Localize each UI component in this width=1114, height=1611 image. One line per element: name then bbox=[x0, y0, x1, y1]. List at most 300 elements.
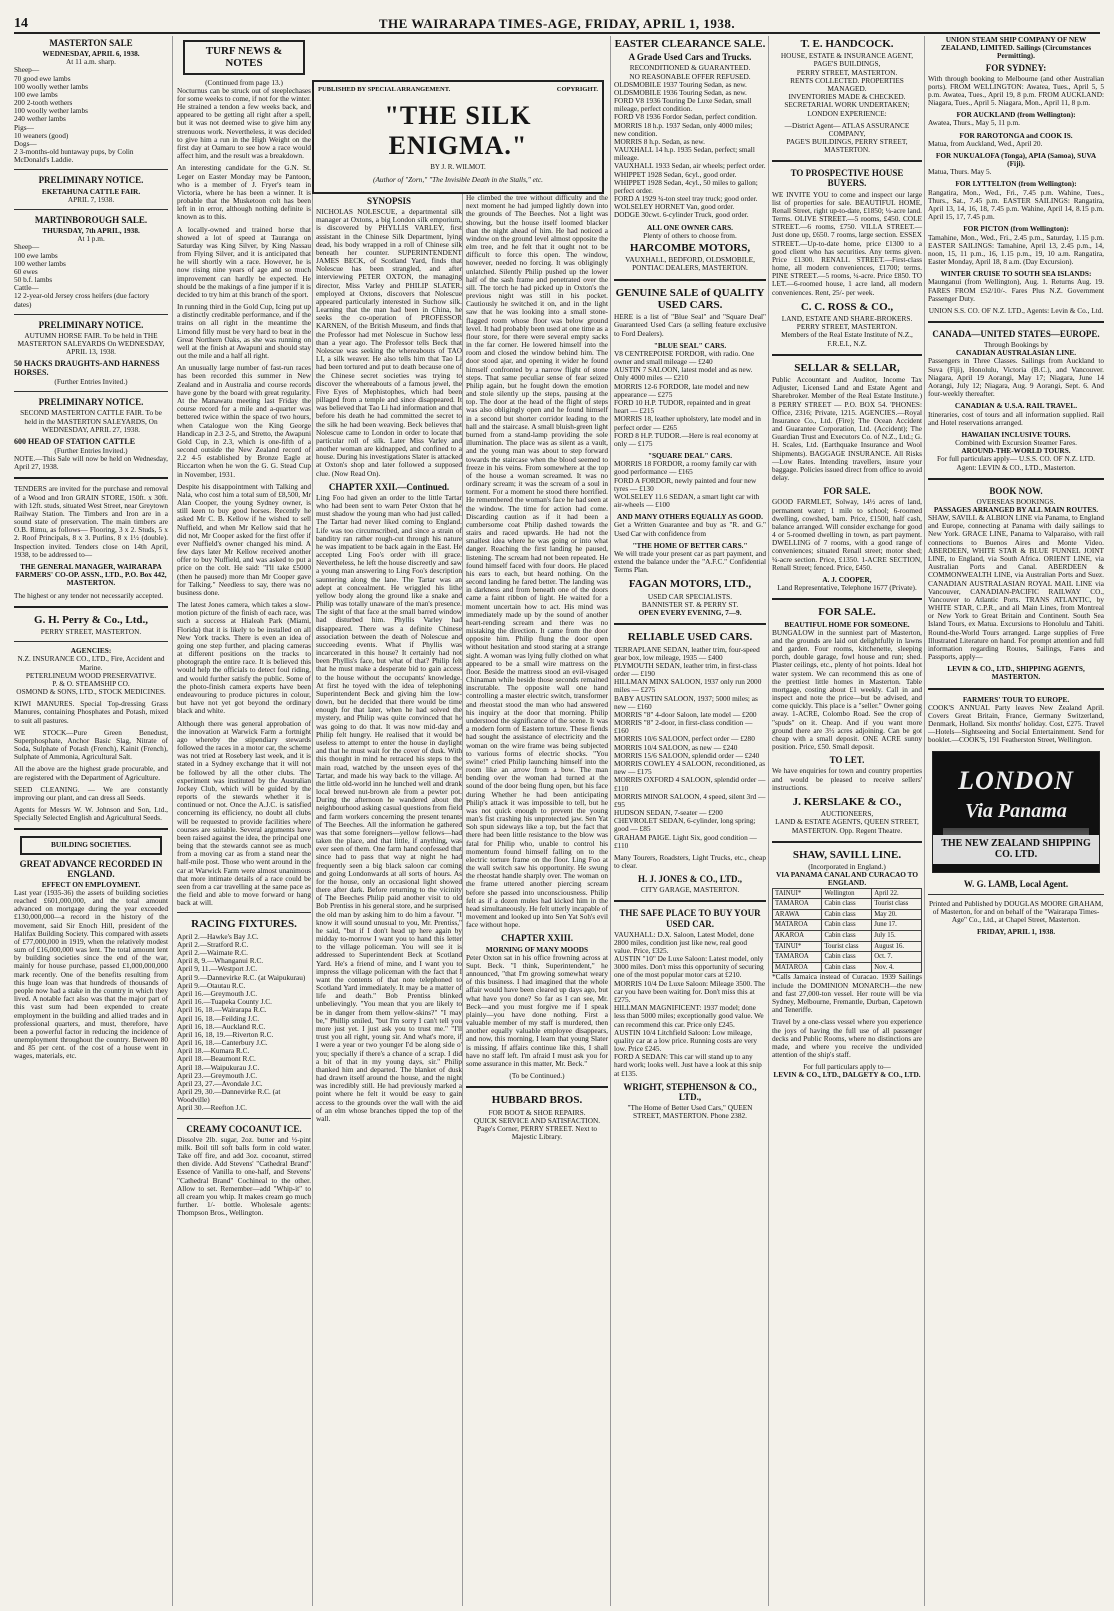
shaw-travel: Travel by a one-class vessel where you experience the joys of having the full use of all passenger decks and Public Rooms, where no distinctions are made, and where you receive the undivided attention of the ship's staff. bbox=[772, 1017, 922, 1060]
list-item: LONDON EXPERIENCE: bbox=[807, 108, 887, 118]
table-row bbox=[773, 920, 922, 931]
jones-address: CITY GARAGE, MASTERTON. bbox=[640, 885, 740, 895]
square-deal-note: Get a Written Guarantee and buy as "R. and G." Used Car with confidence from bbox=[614, 520, 766, 538]
list-item: TERRAPLANE SEDAN, leather trim, four-speed gear box, low mileage, 1935 — £400 bbox=[614, 644, 760, 662]
list-item: April 2.—Waimate R.C. bbox=[177, 948, 248, 958]
list-item: MORRIS MINOR SALOON, 4 speed, silent 3rd — £95 bbox=[614, 791, 766, 809]
list-item: April 8, 9.—Whanganui R.C. bbox=[177, 956, 264, 966]
london-poster bbox=[932, 751, 1100, 873]
ross-sub: LAND, ESTATE AND SHARE-BROKERS. bbox=[781, 314, 913, 324]
story-author-note: (Author of "Zorn," "The Invisible Death in the Stalls," etc. bbox=[373, 175, 543, 184]
canada-sub: Through Bookings by bbox=[983, 340, 1049, 350]
list-item: MORRIS 10/4 SALOON, as new — £240 bbox=[614, 742, 738, 752]
list-item: FORD V8 1936 Touring De Luxe Sedan, small mileage, perfect condition. bbox=[614, 96, 752, 114]
list-item: MORRIS COWLEY 4 SALOON, reconditioned, as new — £175 bbox=[614, 758, 766, 777]
table-cell: ARAWA bbox=[773, 909, 822, 920]
paragraph: Despite his disappointment with Talking and Nala, who cost him a total sum of £8,500, Mr Alan Cooper, the young Sydney owner, is still keen to buy good horses. Recently he asked Mr C. B. Kellow if he wished to sell Nuffield, and when Mr Kellow said that he did not, Mr Cooper asked for the first offer if ever Nuffield's owner changed his mind. A few days later Mr Kellow received another offer to buy Nuffield, and was asked to put a price on the colt. He said: "I'll take £5000 (then he paused) more than Mr Cooper gave for Talking." Needless to say, there was no business done. bbox=[177, 481, 311, 597]
raro-body: Matua, from Auckland, Wed., April 20. bbox=[928, 138, 1043, 148]
booknow-title: BOOK NOW. bbox=[989, 485, 1043, 496]
story-header bbox=[312, 80, 604, 194]
list-item: AUSTIN 10/4 Litchfield Saloon: Low mileage, quality car at a low price. Running costs are very low. Price £245. bbox=[614, 1027, 758, 1054]
list-item: April 2.—Hawke's Bay J.C. bbox=[177, 931, 259, 941]
ross-name: C. C. ROSS & CO., bbox=[800, 300, 894, 313]
notice3-body: SECOND MASTERTON CATTLE FAIR. To be held in the MASTERTON SALEYARDS, On WEDNESDAY, APRIL 27, 1938. bbox=[20, 408, 162, 434]
building-sub1: GREAT ADVANCE RECORDED IN ENGLAND. bbox=[19, 858, 163, 879]
wright-sub: "The Home of Better Used Cars," QUEEN STREET, MASTERTON. Phone 2382. bbox=[627, 1102, 753, 1121]
table-cell: Cabin class bbox=[822, 962, 872, 973]
list-item: Sheep— bbox=[14, 65, 40, 75]
table-cell: TAINUI* bbox=[773, 888, 822, 899]
story-byline: BY J. R. WILMOT. bbox=[430, 163, 486, 171]
list-item: 100 ewe lambs bbox=[14, 250, 58, 260]
chapter1-title: CHAPTER XXII.—Continued. bbox=[328, 481, 450, 492]
blue-seal-list bbox=[614, 350, 766, 448]
column-5 bbox=[768, 36, 925, 1606]
racing-title: RACING FIXTURES. bbox=[191, 918, 297, 931]
easter-title: EASTER CLEARANCE SALE. bbox=[614, 38, 766, 50]
list-item: April 23, 27.—Avondale J.C. bbox=[177, 1078, 263, 1088]
list-item: April 2.—Stratford R.C. bbox=[177, 939, 249, 949]
handcock-address1: PAGE'S BUILDINGS, bbox=[813, 59, 881, 69]
notice3-lot: 600 HEAD OF STATION CATTLE bbox=[14, 436, 136, 446]
list-item: April 29, 30.—Dannevirke R.C. (at Woodville) bbox=[177, 1087, 281, 1105]
reliable-title: RELIABLE USED CARS. bbox=[627, 631, 753, 644]
paragraph: The latest Jones camera, which takes a slow-motion picture of the finish of each race, was such a success at Hialeah Park (Miami, Florida) that it is likely to be installed on all New York tracks. There is even an idea of going one step further, and placing cameras at different positions on the tracks to photograph the entire race. It is believed this would help the officials to detect foul riding, and would further satisfy the public. Some of the photo-finish camera experts have been endeavouring to produce pictures in colour, but have not yet got beyond the ordinary black and white. bbox=[177, 600, 311, 716]
shaw-agent: LEVIN & CO., LTD., DALGETY & CO., LTD. bbox=[773, 1070, 921, 1080]
column-1 bbox=[14, 36, 168, 1606]
list-item: 70 good ewe lambs bbox=[14, 73, 71, 83]
list-item: April 16.—Greymouth J.C. bbox=[177, 988, 258, 998]
list-item: SECRETARIAL WORK UNDERTAKEN; bbox=[784, 100, 910, 110]
stock-body: WE STOCK—Pure Green Benedust, Superphosphate, Anchor Basic Slag, Nitrate of Soda, Sulphate of Potash (French), Kainit (French), Sulphate of Ammonia, Agricultural Salt. bbox=[14, 727, 168, 762]
to-be-continued: (To be Continued.) bbox=[509, 1071, 565, 1081]
safe-title: THE SAFE PLACE TO BUY YOUR USED CAR. bbox=[619, 908, 761, 929]
story-continuation: He climbed the tree without difficulty and the next moment he had jumped lightly down into the grounds of The Beeches. Not a light was showing, but the house itself loomed blacker than the night ahead of him. He had noticed a window on the ground level almost opposite the elm tree, and he felt that it ought not to be difficult to force this open. The window, however, needed no forcing. It was obligingly unlatched. Silently Philip pushed up the lower half of the sash frame and penetrated over the sill. The torch he had picked up in Oxton's the previous night was still in his pocket. Cautiously he switched it on, and in the light saw that he was looking into a small stone-flagged room whose floor was below ground level. It had probably been used at one time as a flour store, for there were several empty sacks in the far corner. He lowered himself into the room and closed the window behind him. The door stood ajar, and opening it wider he found himself confronted by a narrow flight of stone steps. That same peculiar sense of fear seized Philip again, but he fought down the emotion and stole silently up the steps, pausing at the top. The door at the head of the flight of steps was also obligingly open and he found himself in a second but shorter corridor leading to the hall and the staircase. A small bluish-green light burned from a stand-lamp providing the sole illumination. The place was as silent as a vault, and the young man was about to step forward towards the staircase when the blood seemed to freeze in his veins. From somewhere at the top of the house a woman screamed. It was no ordinary scream; it was the scream of a soul in torment. For a moment he stood there horrified. He remembered the woman's face he had seen at the window. The time for action had come. Discarding caution as if it had been a cumbersome coat Philip dashed towards the stairs and raced upwards. He had not the smallest idea where he was going or into what danger. Reaching the first landing he paused, listening. The scream had not been repeated. He found himself faced with four doors. He placed his ears to each, but heard nothing. On the second landing he fared better. The landing was in darkness and from beneath one of the doors came a faint ribbon of light. He waited for a moment uncertain how to act. His mind was immediately made up by the sound of another heart-rending scream and there was no mistaking the direction. It came from the door opposite him. Philip flung the door open without hesitation and stood staring at a strange sight. A woman was lying fully clothed on what appeared to be a small wire mattress on the floor. Beside the mattress stood an evil-visaged Chinaman while beside those seconds remained inscrutable. The opposite wall one hand controlling a master electric switch, transformer and rheostat stood the man who had answered his inquiry at the door that morning. Philip understood the significance of the scene. It was a modern form of Eastern torture. These fiends had sought the assistance of electricity and the woman on the wire frame was being subjected to various forms of electric shocks. "You swine!" cried Philip launching himself into the room like an arrow from a bow. The man bending over the woman had turned at the sound of the door being flung open, but his face during Whether he had been anticipating Philip's attack it was impossible to tell, but he was not quick enough to prevent the young man's fist crashing his unprotected jaw. Sen Yat Soh spun sideways like a top, but the fact that there had been little resistance to the blow was fatal for Philip who, unable to control his momentum found himself falling on to the electric torture frame on the floor. Ling Foo at the wall switch saw his opportunity. He swung the rheostat handle sharply over. The woman on the frame uttered another piercing scream before she passed into unconsciousness. Philip felt as if a dozen mules had kicked him in the head simultaneously. He felt utterly incapable of movement and looked up into Sen Yat Soh's evil face without hope. bbox=[466, 194, 608, 930]
imprint: Printed and Published by DOUGLAS MOORE GRAHAM, of Masterton, for and on behalf of the "Wairarapa Times-Age" Co., Ltd., at Chapel Street, Masterton. bbox=[928, 898, 1104, 925]
notice3-note: (Further Entries Invited.) bbox=[54, 445, 128, 455]
nuku-body: Matua, Thurs. May 5. bbox=[928, 167, 992, 177]
table-cell: Cabin class bbox=[822, 952, 872, 963]
to-let-title: TO LET. bbox=[829, 755, 865, 766]
world-title: AROUND-THE-WORLD TOURS. bbox=[961, 446, 1071, 456]
to-let-body: We have enquiries for town and country properties and would be pleased to receive sellers' instructions. bbox=[772, 766, 922, 792]
paragraph: In running third in the Gold Cup, Icing put up a distinctly creditable performance, and if the trains on all right in the meantime the Limond filly must be very hard to beat in the Great Northern Oaks, as she was running on well at the finish at Awapuni and should stay out the mile and a half all right. bbox=[177, 302, 311, 361]
seed-agents: Agents for Messrs W. W. Johnson and Son, Ltd., Specially Selected English and Agricultural Seeds. bbox=[14, 805, 168, 823]
picton-title: FOR PICTON (from Wellington): bbox=[963, 224, 1069, 234]
kerslake-name: J. KERSLAKE & CO., bbox=[792, 795, 902, 808]
table-row bbox=[773, 888, 922, 899]
easter-tag1: RECONDITIONED & GUARANTEED. bbox=[629, 63, 751, 73]
easter-footer2: Plenty of others to choose from. bbox=[643, 230, 737, 240]
sale1-title: MASTERTON SALE bbox=[49, 38, 133, 48]
lines-agent: LEVIN & CO., LTD., SHIPPING AGENTS, MASTERTON. bbox=[947, 664, 1085, 682]
building-body: Last year (1935-36) the assets of building societies reached £601,000,000, and the total amount advanced on mortgage during the year exceeded £130,000,000—a record in the history of the movement, said Sir Enoch Hill, president of the Halifax Building Society. This compared with assets of £77,000,000 in 1919, when the relatively modest sum of £16,000,000 was lent. The total amount lent by building societies since the end of the war, mainly for house purchase, passed £1,000,000,000 mark recently. One of the benefits resulting from this huge loan was that hundreds of thousands of people now had a stake in the country in which they lived. A notable fact also was that the major part of this vast sum had been expended to create employment in the building and allied trades and in professional quarters, and must, therefore, have been a powerful factor in reducing the incidence of unemployment throughout the country. Between 80 and 85 per cent. of the cost of a house went in wages, materials, etc. bbox=[14, 887, 168, 1061]
shaw-sailings-table bbox=[772, 888, 922, 974]
notice2-title: PRELIMINARY NOTICE. bbox=[38, 319, 144, 330]
poster-via-panama: Via Panama bbox=[965, 799, 1067, 822]
jones-name: H. J. JONES & CO., LTD., bbox=[638, 874, 742, 885]
column-4 bbox=[610, 36, 769, 1606]
story-pub-right: COPYRIGHT. bbox=[556, 86, 598, 93]
list-item: GRAHAM PAIGE. Light Six, good condition — £110 bbox=[614, 832, 757, 850]
list-item: P. & O. STEAMSHIP CO. bbox=[52, 678, 130, 688]
list-item: MORRIS 8 h.p. Sedan, as new. bbox=[614, 136, 705, 146]
agencies-title: AGENCIES: bbox=[70, 646, 112, 656]
list-item: Cattle— bbox=[14, 283, 39, 293]
turf-title: TURF NEWS & NOTES bbox=[183, 40, 305, 75]
easter-list bbox=[614, 81, 766, 220]
fagan-home: "THE HOME OF BETTER CARS." bbox=[632, 540, 748, 550]
list-item: V8 CENTREPOISE FORDOR, with radio. One owner and small mileage — £240 bbox=[614, 348, 755, 367]
list-item: 60 ewes bbox=[14, 266, 38, 276]
list-item: OLDSMOBILE 1936 Touring Sedan, as new. bbox=[614, 87, 747, 97]
notice3-title: PRELIMINARY NOTICE. bbox=[38, 397, 144, 408]
buyers-body: WE INVITE YOU to come and inspect our large list of properties for sale. BEAUTIFUL HOME, Renall Street, right up-to-date, £1850; ¼-acre land. Terms. OLIVE STREET.—5 rooms, £450. COLE STREET.—6 rooms, £750. VILLA STREET.—Just done up, £650. 7 rooms, large section. ESSEX STREET.—Up-to-date home, price £1300 to a good client who has securities. Any terms given. Price £1300. RENALL STREET.—First-class home, all modern conveniences, £1700; terms. PINE STREET.—5 rooms, ¼-acre. Price £850. TO LET.—6-roomed house, 1 acre land, all modern conveniences. Rent, 25/- per week. bbox=[772, 189, 922, 297]
shaw-title: SHAW, SAVILL LINE. bbox=[792, 848, 902, 861]
list-item: 10 weaners (good) bbox=[14, 130, 69, 140]
list-item: FORD A FORDOR, newly painted and four new tyres — £130 bbox=[614, 475, 757, 493]
booknow-sub2: PASSAGES ARRANGED BY ALL MAIN ROUTES. bbox=[933, 504, 1099, 514]
rail-title: CANADIAN & U.S.A. RAIL TRAVEL. bbox=[954, 401, 1078, 411]
notice3-footer: NOTE.—This Sale will now be held on Wednesday, April 27, 1938. bbox=[14, 454, 168, 472]
list-item: HILLMAN MAGNIFICENT: 1937 model; done less than 5000 miles; exceptionally good value. We can recommend this car. Price only £245. bbox=[614, 1003, 764, 1029]
chapter2-body: Peter Oxton sat in his office frowning across at Supt. Beck. "I think, Superintendent," he announced, "that I'm growing somewhat weary of this business. I had imagined that the whole affair would have been cleared up days ago, but what have you done? So far as I can see, Mr. Beck—and you must forgive me if I speak plainly—you have done nothing. First a valuable member of my staff is murdered, then another equally valuable employee disappears, and now, this morning, I learn that young Slater is missing. If affairs continue like this, I shall have no staff left. I'm afraid I must ask you for some assurance in this matter, Mr. Beck." bbox=[466, 952, 608, 1068]
easter-sub: A Grade Used Cars and Trucks. bbox=[628, 52, 752, 63]
list-item: MORRIS 18, leather upholstery, late model and in perfect order — £265 bbox=[614, 414, 761, 432]
column-3 bbox=[312, 194, 465, 1606]
list-item: April 16, 18.—Auckland R.C. bbox=[177, 1021, 266, 1031]
hubbard-address: Page's Corner, PERRY STREET. Next to Majestic Library. bbox=[477, 1123, 597, 1142]
square-deal-title: "SQUARE DEAL" CARS. bbox=[647, 451, 733, 461]
list-item: MORRIS 10/6 SALOON, perfect order — £280 bbox=[614, 734, 755, 744]
chapter1-body: Ling Foo had given an order to the little Tartar who had been sent to warn Peter Oxton that he must shadow the young man who had just called. The Tartar had never liked coming to England. Life was too circumscribed, and since a strain of banditry ran rather rough-cut through his nature he was impatient to be back again in the East. He accepted Ling Foo's order with ill grace. Nevertheless, he left the house discreetly and saw a young man answering to Ling Foo's description sauntering along the lane. The Tartar was an adept at concealment. He wriggled his lithe yellow body along the ground like a snake and Philip was totally unaware of the man's presence. The sight of that face at the small barred window had disturbed him. Phyllis Varley had disappeared. There was a definite Chinese association between the death of Nolescue and succeeding events. What if Phyllis was incarcerated in this house? It certainly had not been Phyllis's face, but what of that? Philip felt that he must make a desperate bid to gain access to the house without the occupants' knowledge. At first he toyed with the idea of telephoning Superintendent Beck and giving him the low-down, but he decided that there would be time enough for that later, when he had solved the mystery, and Philip was quite convinced that he was going to do that. It was now mid-day and Philip felt hungry. He realised that it would be useless to attempt to enter the house in daylight and that he must wait for the cover of dusk. With this thought in mind he retraced his steps to the main road, watched by the unseen eyes of the Tartar, and made his way back to the village. At the little old-world inn he lunched well and drank local brewed nut-brown ale from a pewter pot. During the afternoon he wandered about the neighbourhood asking casual questions from field and farm workers concerning the present tenants of The Beeches. All the information he gathered was that some foreigners—yellow fellows—had taken the place, and that little, if anything, was ever seen of them. One farm hand confessed that since had to pass that way at night he had frequently seen a big black saloon car coming and going Londonwards at all sorts of hours. As for the house, only an occasional light showed there after dark. Before returning to the vicinity of The Beeches Philip paid another visit to old Bob Prentiss in his general store, and he surprised the old man by asking him to do him a favour. "I know it will sound unusual to you, Mr. Prentiss," he said, "but if I don't head up here again by midday to-morrow I want you to hand this letter to the village policeman. You will see it is addressed to Superintendent Beck at Scotland Yard. He's a friend of mine, and I want you to impress the village policeman with the fact that I want the contents of that note telephoned to Scotland Yard immediately. It may be a matter of life and death." Bob Prentiss blinked unbelievingly. "You mean that you are likely to be in danger from them yellow-skins?" "I may be," Phillip smiled, "but I'm sorry I can't tell you more just yet. I just ask you to trust me." "I'll trust you all right, young sir. And what's more, if I were a year or two younger I'd be along side o' you; specially if there's a chance of a scrap. I did a bit of that in my young days, sir." Philip thanked him and departed. The blanket of dusk had drawn itself around the house, and the night was incredibly still. He had previously marked a point where he felt it would be easy to gain access to the grounds over the wall with the aid of an elm whose branches tipped the top of the wall. bbox=[316, 492, 462, 1123]
list-item: 100 wether lambs bbox=[14, 258, 66, 268]
buyers-title: TO PROSPECTIVE HOUSE BUYERS. bbox=[790, 168, 904, 189]
reliable-footer: Many Tourers, Roadsters, Light Trucks, etc., cheap to clear. bbox=[614, 852, 766, 871]
booknow-sub: OVERSEAS BOOKINGS. bbox=[976, 496, 1056, 506]
list-item: FORD V8 1936 Fordor Sedan, perfect condition. bbox=[614, 112, 757, 122]
list-item: CHEVROLET SEDAN, 6-cylinder, long spring; good — £85 bbox=[614, 816, 756, 834]
list-item: 100 woolly wether lambs bbox=[14, 81, 88, 91]
fagan-body: We will trade your present car as part payment, and extend the balance under the "A.F.C." Confidential Terms Plan. bbox=[614, 548, 766, 575]
list-item: MORRIS 15/6 SALOON, splendid order — £240 bbox=[614, 750, 760, 760]
perry-address: PERRY STREET, MASTERTON. bbox=[40, 626, 142, 636]
handcock-name: T. E. HANDCOCK. bbox=[800, 38, 894, 50]
chapter2-subtitle: MORNING OF MANY MOODS bbox=[485, 944, 589, 954]
shaw-contact: For full particulars apply to— bbox=[803, 1062, 891, 1072]
paragraph: A locally-owned and trained horse that showed a lot of speed at Tauranga on Saturday was King Silver, by King Nassau from Flying Silver, and it is anticipated that he will shortly win a race. However, he is now rising nine years of age and so much improvement can hardly be expected. He should be the makings of a fine jumper if it is decided to try him at this branch of the sport. bbox=[177, 224, 311, 299]
table-cell: Cabin class bbox=[822, 920, 872, 931]
table-cell: Cabin class bbox=[822, 909, 872, 920]
winter-agent: UNION S.S. CO. OF N.Z. LTD., Agents: Levin & Co., Ltd. bbox=[928, 305, 1104, 315]
list-item: Sheep— bbox=[14, 242, 40, 252]
list-item: 200 2-tooth wethers bbox=[14, 98, 73, 108]
list-item: OLDSMOBILE 1937 Touring Sedan, as new. bbox=[614, 79, 747, 89]
blue-seal-title: "BLUE SEAL" CARS. bbox=[653, 340, 727, 350]
usc-title: UNION STEAM SHIP COMPANY OF NEW ZEALAND, LIMITED. Sailings (Circumstances Permitting). bbox=[940, 36, 1092, 61]
square-deal-list bbox=[614, 460, 766, 509]
list-item: April 16, 18.—Feilding J.C. bbox=[177, 1013, 260, 1023]
table-cell: Oct. 7. bbox=[872, 952, 922, 963]
list-item: April 16, 18, 19.—Riverton R.C. bbox=[177, 1029, 274, 1039]
table-cell: July 15. bbox=[872, 931, 922, 942]
masthead-title: THE WAIRARAPA TIMES-AGE, FRIDAY, APRIL 1, 1938. bbox=[378, 16, 736, 31]
turf-continued: (Continued from page 13.) bbox=[205, 77, 283, 87]
notice1-date: APRIL 7, 1938. bbox=[67, 194, 115, 204]
cook-body: COOK'S ANNUAL Party leaves New Zealand April. Covers Great Britain, France, Germany Switzerland, Denmark, Holland. Six months' holiday. Cost, £275. Travel—Hotels—Sightseeing and Social Entertainment. Send for booklet.—COOK'S, 191 Featherston Street, Wellington. bbox=[928, 702, 1104, 745]
list-item: April 9, 11.—Westport J.C. bbox=[177, 964, 258, 974]
list-item: DODGE 30cwt. 6-cylinder Truck, good order. bbox=[614, 210, 749, 220]
list-item: VAUXHALL 14 h.p. 1935 Sedan, perfect; small mileage. bbox=[614, 145, 755, 163]
hawaii-body: Combined with Excursion Steamer Fares. bbox=[955, 438, 1077, 448]
handcock-sub: HOUSE, ESTATE & INSURANCE AGENT, bbox=[780, 51, 914, 61]
list-item: 2 3-months-old huntaway pups, by Colin McDonald's Laddie. bbox=[14, 147, 134, 165]
sellar-title: SELLAR & SELLAR, bbox=[794, 361, 900, 374]
column-2 bbox=[172, 36, 311, 1606]
paragraph: An interesting candidate for the G.N. St. Leger on Easter Monday may be Pantoon, who is a member of J. Fryer's team in Victoria, where he has been a winner. It is probable that the Musketoon colt has been left in in error, although nothing definite is known as to this. bbox=[177, 163, 311, 222]
raro-title: FOR RAROTONGA and COOK IS. bbox=[959, 130, 1073, 140]
lyttelton-title: FOR LYTTELTON (from Wellington): bbox=[955, 179, 1077, 189]
safe-list bbox=[614, 931, 766, 1078]
shaw-sub: (Incorporated in England.) bbox=[808, 862, 886, 872]
sale1-items bbox=[14, 66, 168, 164]
table-row bbox=[773, 941, 922, 952]
imprint-date: FRIDAY, APRIL 1, 1938. bbox=[976, 927, 1056, 937]
list-item: HUDSON SEDAN, 7-seater — £200 bbox=[614, 808, 723, 818]
list-item: April 23.—Greymouth J.C. bbox=[177, 1070, 258, 1080]
list-item: 100 woolly wether lambs bbox=[14, 106, 88, 116]
tender-address: THE GENERAL MANAGER, WAIRARAPA FARMERS' CO-OP. ASSN., LTD., P.O. Box 442, MASTERTON. bbox=[15, 561, 167, 588]
table-cell: Tourist class bbox=[872, 899, 922, 910]
notice1-title: PRELIMINARY NOTICE. bbox=[38, 175, 144, 186]
paragraph: An unusually large number of fast-run races has been recorded this summer in New Zealand and in Australia and course records have gone by the board with great regularity. At the Manawatu meeting last Friday the course record for a mile and a-quarter was bettered twice within the space of two hours, when Catalogue won the King George Handicap in 2.3 2-5, and Stretto, the Awapuni Gold Cup, in 2.3, which is one-fifth of a second outside the New Zealand record of 2.2 4-5 established by Bronze Eagle at Riccarton when he won the G. G. Stead Cup in November, 1931. bbox=[177, 363, 311, 479]
table-cell: TAINUI* bbox=[773, 941, 822, 952]
list-item: April 18.—Beaumont R.C. bbox=[177, 1054, 256, 1064]
wright-name: WRIGHT, STEPHENSON & CO., LTD., bbox=[623, 1081, 757, 1102]
harcombe-sub: VAUXHALL, BEDFORD, OLDSMOBILE, PONTIAC DEALERS, MASTERTON. bbox=[625, 255, 755, 273]
list-item: April 18.—Kumara R.C. bbox=[177, 1046, 250, 1056]
forsale2-body: BUNGALOW in the sunniest part of Masterton, and the grounds are laid out delightfully in lawns and garden. Four rooms, kitchenette, sleeping porch, double garage, fowl house and run; shed. Plaster ceilings, etc., plenty of hot points. Ideal hot water system. We can recommend this as one of the prettiest little homes in Masterton. Table mortgage, costing about £1 weekly. Call in and inspect and note the price—but be advised, and come quickly. This place is a "seller." Owner going away. 1-ACRE, Colombo Road. See the crop of "spuds" on it. Cheap. And if you want more ground there are 3½ acres adjoining. Can be got cheap with a small deposit. ONE ACRE sunny position. Price, £50. Small deposit. bbox=[772, 627, 922, 752]
list-item: Dogs— bbox=[14, 138, 37, 148]
synopsis-title: SYNOPSIS bbox=[366, 196, 411, 206]
world-contact: For full particulars apply— U.S.S. CO. OF N.Z. LTD. Agent: LEVIN & CO., LTD., Masterton. bbox=[936, 454, 1096, 472]
list-item: April 16, 18.—Wairarapa R.C. bbox=[177, 1005, 267, 1015]
canada-title: CANADA—UNITED STATES—EUROPE. bbox=[932, 329, 1100, 340]
kerslake-address: LAND & ESTATE AGENTS, QUEEN STREET, MASTERTON. Opp. Regent Theatre. bbox=[775, 817, 919, 835]
sellar-body: Public Accountant and Auditor, Income Tax Adjuster, Licensed Land and Estate Agent and Sharebroker. Member of the Real Estate Institute.) 8 PERRY STREET — P.O. BOX 54. 'PHONES: Office, 2316; Private, 1215. AGENCIES.—Royal Insurance Co., Ltd. (Fire); The Ocean Accident and Guarantee Corporation, Ltd. (Accident); The Guardian Trust and Executors Co. of N.Z., Ltd.; G. H. Scales, Ltd. (Earthquake Insurance and Wool Shipments). BAGGAGE INSURANCE. All Risks—Low Rates. Intending travellers, insure your baggage. Policies issued direct from office to avoid delay. bbox=[772, 375, 922, 483]
lyttelton-body: Rangatira, Mon., Wed., Fri., 7.45 p.m. Wahine, Tues., Thurs., Sat., 7.45 p.m. EASTER SAILINGS: Rangatira, April 13, 14, 16, 18, 7.45 p.m. Wahine, April 14, 8.15 p.m. April 15, 17, 7.45 p.m. bbox=[928, 187, 1104, 222]
for-sale-title: FOR SALE. bbox=[823, 486, 871, 497]
winter-title: WINTER CRUISE TO SOUTH SEA ISLANDS: bbox=[940, 269, 1092, 279]
rail-body: Itineraries, cost of tours and all information supplied. Rail and Hotel reservations arranged. bbox=[928, 409, 1104, 427]
list-item: AUSTIN "10" De Luxe Saloon: Latest model, only 3000 miles. Don't miss this opportunity of securing one of the most popular motor cars at £210. bbox=[614, 954, 764, 980]
table-row bbox=[773, 962, 922, 973]
hubbard-sub: FOR BOOT & SHOE REPAIRS. bbox=[488, 1107, 586, 1117]
forsale2-title: FOR SALE. bbox=[818, 606, 876, 619]
poster-company: THE NEW ZEALAND SHIPPING CO. LTD. bbox=[933, 835, 1099, 863]
table-cell: Cabin class bbox=[822, 899, 872, 910]
list-item: PETERLINEUM WOOD PRESERVATIVE. bbox=[25, 670, 157, 680]
table-cell: May 20. bbox=[872, 909, 922, 920]
list-item: Pigs— bbox=[14, 122, 34, 132]
building-title: BUILDING SOCIETIES. bbox=[20, 836, 162, 854]
list-item: FORD 10 H.P. TUDOR, repainted and in great heart — £215 bbox=[614, 398, 751, 416]
table-row bbox=[773, 952, 922, 963]
turf-paragraphs bbox=[177, 87, 311, 908]
agencies-list bbox=[14, 655, 168, 696]
auckland-title: FOR AUCKLAND (from Wellington): bbox=[956, 110, 1076, 120]
paragraph: Nocturnus can be struck out of steeplechases for some weeks to come, if not for the winter. He strained a tendon a few weeks back, and appeared to be getting all right after a spell, but it was not deemed wise to give him any strenuous work. Nevertheless, it was decided to give him a run in the High Weight on the first day at Oamaru to see how a race would affect him, and the result was a breakdown. bbox=[177, 85, 311, 161]
easter-footer1: ALL ONE OWNER CARS. bbox=[647, 222, 733, 232]
auckland-body: Awatea, Thurs., May 5, 11 p.m. bbox=[928, 118, 1020, 128]
kerslake-sub: AUCTIONEERS, bbox=[820, 809, 874, 819]
handcock-address2: PERRY STREET, MASTERTON. bbox=[796, 67, 898, 77]
table-cell: June 17. bbox=[872, 920, 922, 931]
easter-tag2: NO REASONABLE OFFER REFUSED. bbox=[629, 71, 751, 81]
farmers-title: FARMERS' TOUR TO EUROPE. bbox=[962, 694, 1070, 704]
list-item: April 9.—Otautau R.C. bbox=[177, 980, 246, 990]
genuine-intro: HERE is a list of "Blue Seal" and "Square Deal" Guaranteed Used Cars (a selling feature exclusive to Ford Dealers). bbox=[614, 312, 766, 338]
list-item: BABY AUSTIN SALOON, 1937; 5000 miles; as new — £160 bbox=[614, 693, 758, 711]
canada-line: CANADIAN AUSTRALASIAN LINE. bbox=[955, 348, 1077, 358]
list-item: WHIPPET 1928 Sedan, 6cyl., good order. bbox=[614, 169, 737, 179]
story-title: "THE SILK ENIGMA." bbox=[384, 101, 532, 160]
list-item: 240 wether lambs bbox=[14, 114, 66, 124]
sale2-items bbox=[14, 243, 168, 308]
shaw-note: *Calls Jamaica instead of Curacao. 1939 Sailings include the DOMINION MONARCH—the new and fast 27,000-ton vessel. Her route will be via Sydney, Melbourne, Fremantle, Durban, Capetown and Teneriffe. bbox=[772, 972, 922, 1015]
list-item: MORRIS 18 h.p. 1937 Sedan, only 4000 miles; new condition. bbox=[614, 120, 753, 138]
perry-name: G. H. Perry & Co., Ltd., bbox=[34, 613, 148, 626]
table-cell: August 16. bbox=[872, 941, 922, 952]
stock-note: All the above are the highest grade procurable, and are registered with the Department of Agriculture. bbox=[14, 764, 168, 782]
table-cell: Wellington bbox=[822, 888, 872, 899]
lamb-name: W. G. LAMB, Local Agent. bbox=[963, 878, 1069, 889]
seed-body: SEED CLEANING. — We are constantly improving our plant, and can dress all Seeds. bbox=[14, 784, 168, 802]
harcombe-name: HARCOMBE MOTORS, bbox=[629, 242, 751, 254]
list-item: FORD 8 H.P. TUDOR.—Here is real economy at only — £175 bbox=[614, 430, 759, 448]
table-cell: TAMAROA bbox=[773, 899, 822, 910]
fagan-hours: OPEN EVERY EVENING, 7—9. bbox=[638, 608, 742, 618]
list-item: WOLSELEY HORNET Van, good order. bbox=[614, 202, 735, 212]
paragraph: Although there was general approbation of the innovation at Warwick Farm a fortnight ago whereby the stipendiary stewards followed the races in a motor car, the scheme was not tried at Rosebery last week, and it is stated in a Sydney exchange that it will not be followed by all the other clubs. The experiment was instituted by the Australian Jockey Club, which will be guided by the reports of the stewards whether it is continued or not. Once the A.J.C. is satisfied concerning its efficiency, no doubt all clubs will be requested to provide facilities where courses are suitable. Several arguments have been raised against the idea, the principal one being that the stewards cannot see as much from a moving car as from a stand near the half-mile post. Those who went around in the car at Warwick Farm were almost unanimous that more intimate details of a race could be seen from a car travelling at the same pace as the field and able to move forward or hang back at will. bbox=[177, 718, 311, 908]
hubbard-tag: QUICK SERVICE AND SATISFACTION. bbox=[473, 1115, 601, 1125]
handcock-address3: PAGE'S BUILDINGS, PERRY STREET, MASTERTON. bbox=[786, 137, 908, 155]
nuku-title: FOR NUKUALOFA (Tonga), APIA (Samoa), SUVA (Fiji). bbox=[935, 150, 1097, 169]
list-item: FORD A SEDAN: This car will stand up to any hard work; looks well. Just have a look at this snip at £135. bbox=[614, 1052, 762, 1078]
winter-body: Maunganui (from Wellington), Aug. 1. Returns Aug. 19. FARES FROM £52/10/-. Fares Plus N.Z. Government Passenger Duty. bbox=[928, 277, 1104, 303]
list-item: OSMOND & SONS, LTD., STOCK MEDICINES. bbox=[16, 687, 166, 697]
table-cell: MATAROA bbox=[773, 920, 822, 931]
sale1-time: At 11 a.m. sharp. bbox=[66, 57, 116, 67]
handcock-services bbox=[772, 77, 922, 118]
list-item: N.Z. INSURANCE CO., LTD., Fire, Accident and Marine. bbox=[17, 654, 165, 672]
tender-body: TENDERS are invited for the purchase and removal of a Wood and Iron GRAIN STORE, 150ft. x 30ft. with 12ft. studs, situated West Street, near Greytown Railway Station. The Timbers and Iron are in a sound state of preservation. The main timbers are O.B. Rimu, as follows— Flooring, 3 x 2. Studs, 5 x 2. Roof Principals, 8 x 3. Purlins, 8 x 1½ (double). Inspection invited. Tenders close on 14th April, 1938, to be addressed to— bbox=[14, 484, 168, 559]
notice2-body: AUTUMN HORSE FAIR. To be held in THE MASTERTON SALEYARDS On WEDNESDAY, APRIL 13, 1938. bbox=[17, 330, 165, 357]
recipe-body: Dissolve 2lb. sugar, 2oz. butter and ½-pint milk. Boil till soft balls form in cold water. Take off fire, and add 3oz. cocoanut, stirred then divide. Add Stevens' "Cathedral Brand" Essence of Vanilla to one-half, and Stevens' "Cathedral Brand" Cochineal to the other. Allow to set. Remember—add "Whip-it" to all cream you whip. It makes cream go much further. 1/- bottle. Wholesale agents: Thompson Bros., Wellington. bbox=[177, 1134, 311, 1218]
sale1-date: WEDNESDAY, APRIL 6, 1938. bbox=[42, 49, 140, 59]
list-item: April 16.—Tuapeka County J.C. bbox=[177, 997, 272, 1007]
table-cell: MATAROA bbox=[773, 962, 822, 973]
column-6 bbox=[924, 36, 1107, 1606]
chapter2-title: CHAPTER XXIII. bbox=[500, 933, 573, 944]
list-item: MORRIS OXFORD 4 SALOON, splendid order — £110 bbox=[614, 775, 766, 793]
sale2-date: THURSDAY, 7th APRIL, 1938. bbox=[42, 225, 140, 235]
list-item: April 9.—Dannevirke R.C. (at Waipukurau) bbox=[177, 972, 306, 982]
sydney-body: With through booking to Melbourne (and other Australian ports). FROM WELLINGTON: Awatea, Tues., April 5, 5 p.m. Awatea, Tues., April 19, 8 p.m. FROM AUCKLAND: Niagara, Tues., April 5. Niagara, Mon., April 11, 8 p.m. bbox=[928, 73, 1104, 108]
synopsis-body: NICHOLAS NOLESCUE, a departmental silk manager at Oxtons, a big London silk emporium, is discovered by PHYLLIS VARLEY, first assistant in the Chinese Silk Department, lying dead, his body wrapped in a roll of Chinese silk beneath her counter. SUPERINTENDENT JAMES BECK, of Scotland Yard, finds that Nolescue has been strangled, and after interviewing PETER OXTON, the managing director, Miss Varley and PHILIP SLATER, employed at Oxtons, discovers that Nolescue appeared particularly interested in Suchow silk. Learning that the man had been in China, he seeks the co-operation of PROFESSOR KARNEN, of the British Museum, and finds that the Professor had met Nolescue in Suchow less than a year ago. The Professor tells Beck that Nolescue was seeking the whereabouts of TAO LI, a silk weaver. He also tells him that Tao Li had been tortured and put to death because one of the Chinese secret societies was trying to discover the whereabouts of a famous jewel, the Five Eyes of Mephistophes, which had been pillaged from a temple and since disappeared. It was believed that Tao Li had information and that before his death he had committed the secret to the silk he had been weaving. Beck believes that Nolescue came to London in order to locate that particular roll of silk. Later Miss Varley and another woman are kidnapped, and confined to a house. During his investigations Slater is attacked at Oxton's shop and later followed a supposed clue. (Now Read On). bbox=[316, 207, 462, 478]
list-item: VAUXHALL 1933 Sedan, air wheels; perfect order. bbox=[614, 161, 766, 171]
list-item: AUSTIN 7 SALOON, latest model and as new. Only 4000 miles — £210 bbox=[614, 365, 753, 383]
picton-body: Tamahine, Mon., Wed., Fri., 2.45 p.m., Saturday, 1.15 p.m. EASTER SAILINGS: Tamahine, April 13, 2.45 p.m., 14, noon, 15, 11 p.m., 16, 1.15 p.m., 19, 10 a.m. Rangatira, Easter Monday, April 18, 8 a.m. (Day Excursion). bbox=[928, 232, 1104, 267]
table-cell: TAMAROA bbox=[773, 952, 822, 963]
table-row bbox=[773, 909, 922, 920]
canada-body: Passengers in Three Classes. Sailings from Auckland to Suva (Fiji), Honolulu, Victoria (B.C.), and Vancouver. Niagara, April 19 Aorangi, May 17; Niagara, June 14 Aorangi, July 12; Niagara, Aug. 9 Aorangi, Sept. 6. And four-weekly thereafter. bbox=[928, 356, 1104, 399]
list-item: INVENTORIES MADE & CHECKED. bbox=[788, 92, 906, 102]
fagan-name: FAGAN MOTORS, LTD., bbox=[628, 578, 752, 591]
poster-london: LONDON bbox=[958, 765, 1074, 795]
list-item: HILLMAN MINX SALOON, 1937 only run 2000 miles — £275 bbox=[614, 677, 762, 695]
table-cell: AKAROA bbox=[773, 931, 822, 942]
fagan-sub: USED CAR SPECIALISTS. bbox=[647, 591, 733, 601]
column-3b bbox=[462, 194, 611, 1606]
masthead bbox=[14, 8, 1100, 34]
sale2-title: MARTINBOROUGH SALE. bbox=[34, 214, 148, 225]
sellar-sale: GOOD FARMLET, Solway, 14½ acres of land, permanent water; 1 mile to school; 6-roomed dwelling, cowshed, barn. Price, £1500, half cash, balance arranged. Will consider exchange for good 4 or 5-roomed dwelling in town, as part payment. DWELLING of 7 rooms, with a good range of conveniences; situated Renall street; motor shed; ¼-acre section. Price, £1350. 1-ACRE SECTION, Renall Street; fenced. Price, £450. bbox=[772, 497, 922, 572]
table-cell: Nov. 4. bbox=[872, 962, 922, 973]
page-number: 14 bbox=[14, 16, 28, 31]
reliable-list bbox=[614, 646, 766, 850]
racing-list bbox=[177, 933, 311, 1113]
table-cell: Cabin class bbox=[822, 931, 872, 942]
notice2-note: (Further Entries Invited.) bbox=[54, 377, 128, 387]
list-item: 100 ewe lambs bbox=[14, 89, 58, 99]
cooper-name: A. J. COOPER, bbox=[822, 574, 872, 584]
list-item: 50 b.f. lambs bbox=[14, 275, 53, 285]
recipe-title: CREAMY COCOANUT ICE. bbox=[186, 1123, 302, 1134]
notice1-body: EKETAHUNA CATTLE FAIR. bbox=[41, 186, 141, 196]
forsale2-sub: BEAUTIFUL HOME FOR SOMEONE. bbox=[784, 619, 910, 629]
sydney-title: FOR SYDNEY: bbox=[985, 62, 1047, 73]
list-item: MORRIS 12-6 FORDOR, late model and new appearance — £275 bbox=[614, 381, 750, 399]
list-item: April 30.—Reefton J.C. bbox=[177, 1103, 247, 1113]
kiwi-body: KIWI MANURES. Special Top-dressing Grass Manures, containing Phosphates and Potash, mixed to suit all pastures. bbox=[14, 699, 168, 725]
list-item: MORRIS 18 FORDOR, a roomy family car with good performance — £165 bbox=[614, 459, 757, 477]
hubbard-name: HUBBARD BROS. bbox=[491, 1094, 583, 1107]
square-deal-footer: AND MANY OTHERS EQUALLY AS GOOD. bbox=[617, 512, 763, 522]
list-item: RENTS COLLECTED. PROPERTIES MANAGED. bbox=[790, 75, 904, 93]
cooper-sub: Land Representative, Telephone 1677 (Private). bbox=[777, 583, 917, 593]
ross-note: Members of the Real Estate Institute of N.Z., F.R.E.I., N.Z. bbox=[781, 330, 913, 348]
list-item: WOLSELEY 11.6 SEDAN, a smart light car with air-wheels — £100 bbox=[614, 491, 760, 510]
building-sub2: EFFECT ON EMPLOYMENT. bbox=[41, 879, 141, 889]
story-pub-left: PUBLISHED BY SPECIAL ARRANGEMENT. bbox=[318, 86, 451, 93]
list-item: WHIPPET 1928 Sedan, 4cyl., 50 miles to gallon; perfect order. bbox=[614, 177, 758, 195]
notice2-lot: 50 HACKS DRAUGHTS-AND HARNESS HORSES. bbox=[14, 359, 160, 378]
list-item: MORRIS "8" 4-door Saloon, late model — £200 bbox=[614, 709, 757, 719]
shaw-via: VIA PANAMA CANAL AND CURACAO TO ENGLAND. bbox=[775, 870, 919, 888]
list-item: VAUXHALL: D.X. Saloon, Latest Model, done 2800 miles, condition just like new, real good value. Price, £325. bbox=[614, 929, 754, 955]
list-item: FORD A 1929 ¾-ton steel tray truck; good order. bbox=[614, 194, 758, 204]
list-item: April 16, 18.—Canterbury J.C. bbox=[177, 1038, 268, 1048]
sale2-time: At 1 p.m. bbox=[77, 234, 105, 244]
tender-note: The highest or any tender not necessarily accepted. bbox=[14, 590, 164, 600]
genuine-title: GENUINE SALE of QUALITY USED CARS. bbox=[615, 286, 765, 311]
table-row bbox=[773, 899, 922, 910]
list-item: PLYMOUTH SEDAN, leather trim, in first-class order — £190 bbox=[614, 660, 757, 679]
list-item: MORRIS "8" 2-door, in first-class condition — £160 bbox=[614, 718, 753, 736]
handcock-agent: —District Agent— ATLAS ASSURANCE COMPANY, bbox=[784, 120, 910, 138]
table-cell: Tourist class bbox=[822, 941, 872, 952]
